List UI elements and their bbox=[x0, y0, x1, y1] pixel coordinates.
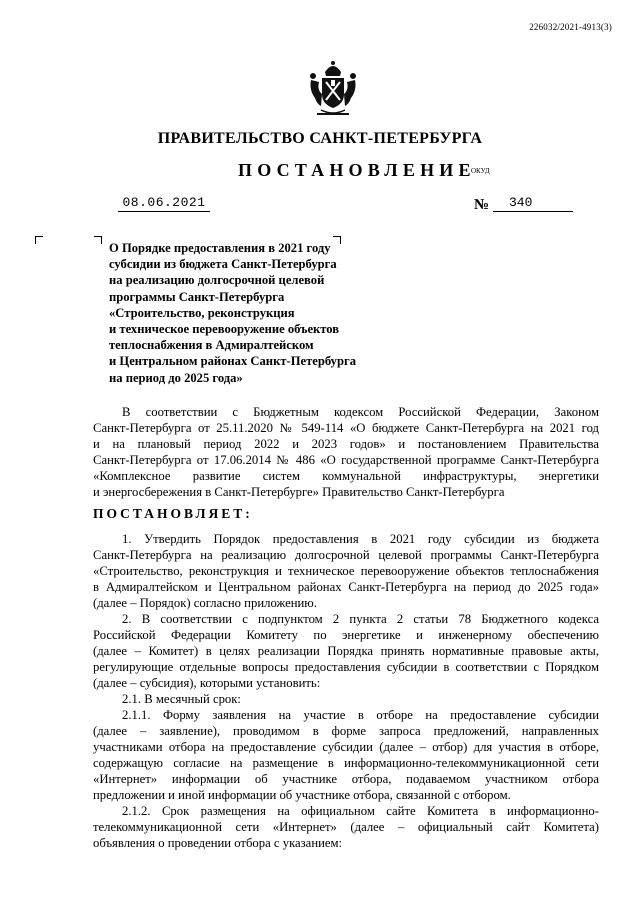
clause-2-1-1 bbox=[93, 707, 599, 804]
text-line: Санкт-Петербурга от 25.11.2020 № 549-114 «О бюджете Санкт-Петербурга на 2021 год bbox=[93, 421, 599, 436]
corner-mark-middle bbox=[94, 236, 102, 244]
text-line: (далее – Комитет) в целях реализации Порядка принять нормативные правовые акты, bbox=[93, 644, 599, 659]
text-line: В соответствии с Бюджетным кодексом Российской Федерации, Законом bbox=[122, 405, 599, 419]
subject-line: «Строительство, реконструкция bbox=[109, 305, 295, 320]
text-line: (далее – Порядок) согласно приложению. bbox=[93, 596, 317, 611]
text-line: 2.1.1. Форму заявления на участие в отборе на предоставление субсидии bbox=[122, 708, 599, 722]
text-line: 2.1.2. Срок размещения на официальном сайте Комитета в информационно- bbox=[122, 804, 599, 818]
corner-mark-left bbox=[35, 236, 43, 244]
text-line: телекоммуникационной сети «Интернет» (далее – официальный сайт Комитета) bbox=[93, 820, 599, 835]
clause-2 bbox=[93, 611, 599, 691]
text-line: 2. В соответствии с подпунктом 2 пункта 2 статьи 78 Бюджетного кодекса bbox=[122, 612, 599, 626]
okud-label: ОКУД bbox=[471, 167, 490, 175]
text-line: регулирующие отдельные вопросы предоставления субсидии в соответствии с Порядком bbox=[93, 660, 599, 675]
text-line: 2.1. В месячный срок: bbox=[122, 692, 241, 706]
text-line: «Интернет» информации об участнике отбора, подаваемом участником отбора bbox=[93, 772, 599, 787]
text-line: в Адмиралтейском и Центральном районах Санкт-Петербурга на период до 2025 года» bbox=[93, 580, 599, 595]
coat-of-arms-emblem bbox=[307, 60, 359, 118]
clause-2-1 bbox=[93, 691, 599, 707]
text-line: объявления о проведении отбора с указанием: bbox=[93, 836, 343, 851]
preamble-paragraph bbox=[93, 404, 599, 501]
text-line: Российской Федерации Комитету по энергетике и инженерному обеспечению bbox=[93, 628, 599, 643]
number-sign: № bbox=[474, 197, 490, 213]
text-line: и энергосбережения в Санкт-Петербурге» Правительство Санкт-Петербурга bbox=[93, 485, 505, 500]
subject-line: субсидии из бюджета Санкт-Петербурга bbox=[109, 257, 337, 272]
subject-line: на период до 2025 года» bbox=[109, 370, 243, 385]
subject-line: О Порядке предоставления в 2021 году bbox=[109, 241, 331, 255]
text-line: предложении и иной информации об участнике отбора, связанной с отбором. bbox=[93, 788, 511, 803]
document-code: 226032/2021-4913(3) bbox=[529, 22, 612, 32]
text-line: и на плановый период 2022 и 2023 годов» и постановлением Правительства bbox=[93, 437, 599, 452]
decree-date: 08.06.2021 bbox=[118, 195, 210, 212]
decree-subject bbox=[109, 240, 356, 386]
clause-2-1-2 bbox=[93, 803, 599, 851]
text-line: «Строительство, реконструкция и техническое перевооружение объектов теплоснабжения bbox=[93, 564, 599, 579]
text-line: (далее – субсидия), которыми установить: bbox=[93, 676, 321, 691]
subject-line: и Центральном районах Санкт-Петербурга bbox=[109, 354, 356, 369]
text-line: Санкт-Петербурга от 17.06.2014 № 486 «О государственной программе Санкт-Петербурга bbox=[93, 453, 599, 468]
text-line: Санкт-Петербурга на реализацию долгосрочной целевой программы Санкт-Петербурга bbox=[93, 548, 599, 563]
decree-number: 340 bbox=[493, 195, 573, 212]
decree-title: ПОСТАНОВЛЕНИЕ bbox=[238, 160, 476, 180]
government-title: ПРАВИТЕЛЬСТВО САНКТ-ПЕТЕРБУРГА bbox=[157, 130, 483, 147]
clause-1 bbox=[93, 531, 599, 611]
subject-line: теплоснабжения в Адмиралтейском bbox=[109, 338, 314, 353]
text-line: «Комплексное развитие систем коммунальной инфраструктуры, энергетики bbox=[93, 469, 599, 484]
subject-line: программы Санкт-Петербурга bbox=[109, 289, 285, 304]
text-line: (далее – заявление), проводимом в форме запроса предложений, направленных bbox=[93, 724, 599, 739]
ruling-heading: ПОСТАНОВЛЯЕТ: bbox=[93, 506, 253, 521]
text-line: содержащую согласие на размещение в информационно-телекоммуникационной сети bbox=[93, 756, 599, 771]
subject-line: на реализацию долгосрочной целевой bbox=[109, 273, 325, 288]
subject-line: и техническое перевооружение объектов bbox=[109, 322, 340, 337]
text-line: участниками отбора на предоставление субсидии (далее – отбор) для участия в отборе, bbox=[93, 740, 599, 755]
text-line: 1. Утвердить Порядок предоставления в 2021 году субсидии из бюджета bbox=[122, 532, 599, 546]
